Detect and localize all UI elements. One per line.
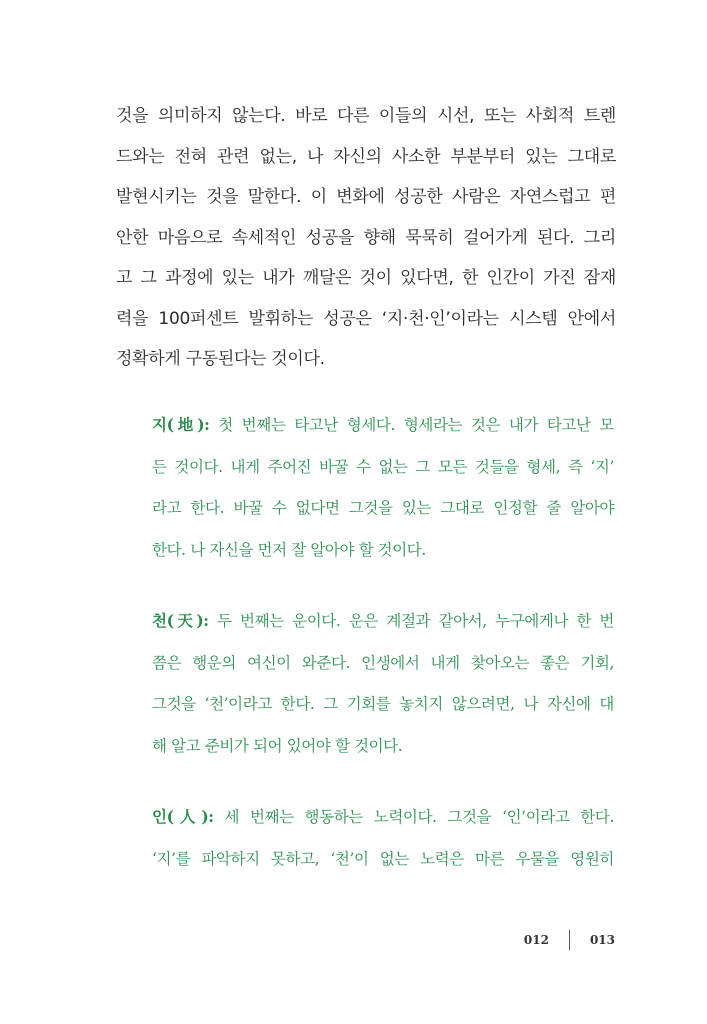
intro-line: 발현시키는 것을 말한다. 이 변화에 성공한 사람은 자연스럽고 편 <box>116 187 616 207</box>
definition-line: ‘지’를 파악하지 못하고, ‘천’이 없는 노력은 마른 우물을 영원히 <box>152 849 614 868</box>
definition-term: 지(地): <box>152 415 210 434</box>
left-page-number: 012 <box>523 933 549 947</box>
definition-cheon <box>152 600 614 767</box>
definition-text: 세 번째는 행동하는 노력이다. 그것을 ‘인’이라고 한다. <box>213 808 614 826</box>
definition-term: 천(天): <box>152 611 209 630</box>
definition-line <box>152 796 614 839</box>
definition-line: 든 것이다. 내게 주어진 바꿀 수 없는 그 모든 것들을 형세, 즉 ‘지’ <box>152 457 614 476</box>
right-page-number: 013 <box>589 933 615 947</box>
definition-line: 쯤은 행운의 여신이 와준다. 인생에서 내게 찾아오는 좋은 기회, <box>152 653 614 672</box>
definition-line <box>152 404 614 447</box>
definition-line: 라고 한다. 바꿀 수 없다면 그것을 있는 그대로 인정할 줄 알아야 <box>152 499 614 517</box>
definition-text: 두 번째는 운이다. 운은 계절과 같아서, 누구에게나 한 번 <box>208 612 614 630</box>
intro-paragraph <box>116 96 616 380</box>
definition-line: 해 알고 준비가 되어 있어야 할 것이다. <box>152 736 403 755</box>
intro-line: 것을 의미하지 않는다. 바로 다른 이들의 시선, 또는 사회적 트렌 <box>116 106 616 126</box>
intro-line: 력을 100퍼센트 발휘하는 성공은 ‘지·천·인’이라는 시스템 안에서 <box>116 308 616 329</box>
definition-line: 그것을 ‘천’이라고 한다. 그 기회를 놓치지 않으려면, 나 자신에 대 <box>152 695 614 713</box>
definition-ji <box>152 404 614 571</box>
definition-text: 첫 번째는 타고난 형세다. 형세라는 것은 내가 타고난 모 <box>209 416 614 434</box>
page-number-divider <box>569 930 570 950</box>
page-footer <box>524 930 615 950</box>
definition-in <box>152 796 614 880</box>
intro-line: 정확하게 구동된다는 것이다. <box>116 349 325 369</box>
definition-line <box>152 600 614 643</box>
intro-line: 고 그 과정에 있는 내가 깨달은 것이 있다면, 한 인간이 가진 잠재 <box>116 268 616 288</box>
intro-line: 안한 마음으로 속세적인 성공을 향해 묵묵히 걸어가게 된다. 그리 <box>116 227 616 248</box>
definition-line: 한다. 나 자신을 먼저 잘 알아야 할 것이다. <box>152 540 426 559</box>
intro-line: 드와는 전혀 관련 없는, 나 자신의 사소한 부분부터 있는 그대로 <box>116 146 616 167</box>
definition-term: 인(人): <box>152 807 214 826</box>
